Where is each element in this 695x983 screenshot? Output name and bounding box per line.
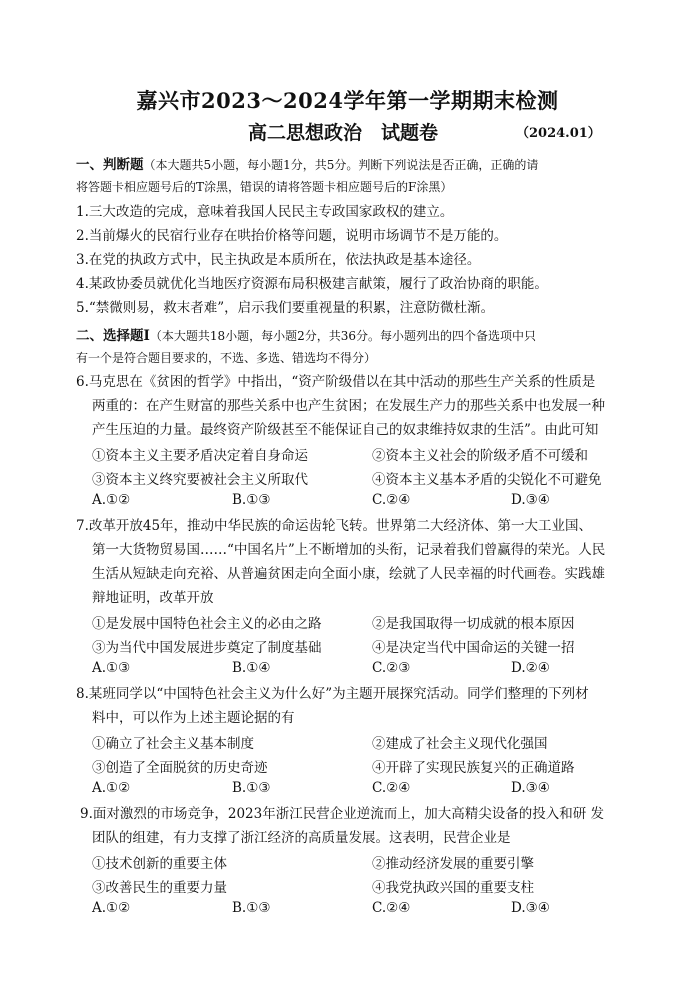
exam-title: 嘉兴市2023～2024学年第一学期期末检测 [136,88,559,113]
q7-choice-d: D.②④ [511,660,550,676]
q7-stem-line: 7.改革开放45年，推动中华民族的命运齿轮飞转。世界第二大经济体、第一大工业国、 [76,518,593,534]
q7-choice-a: A.①③ [92,660,131,676]
q8-option-4: ④开辟了实现民族复兴的正确道路 [372,760,575,776]
q8-option-3: ③创造了全面脱贫的历史奇迹 [92,760,268,776]
section2-note-cont: 有一个是符合题目要求的，不选、多选、错选均不得分） [76,351,377,365]
q8-choice-c: C.②④ [372,780,411,796]
q7-option-3: ③为当代中国发展进步奠定了制度基础 [92,640,322,656]
q9-choice-c: C.②④ [372,900,411,916]
section2-heading-line [76,326,536,346]
q7-choice-b: B.①④ [232,660,271,676]
q7-choice-c: C.②③ [372,660,411,676]
q9-option-2: ②推动经济发展的重要引擎 [372,856,534,872]
q6-choice-d: D.③④ [511,492,550,508]
q7-stem-line: 生活从短缺走向充裕、从普遍贫困走向全面小康，绘就了人民幸福的时代画卷。实践雄 [92,566,605,582]
q8-option-1: ①确立了社会主义基本制度 [92,736,254,752]
q8-choice-b: B.①③ [232,780,271,796]
q8-stem-line: 8.某班同学以“中国特色社会主义为什么好”为主题开展探究活动。同学们整理的下列材 [76,686,589,702]
q6-choice-c: C.②④ [372,492,411,508]
section2-note: （本大题共18小题，每小题2分，共36分。每小题列出的四个备选项中只 [149,329,537,343]
q8-choice-a: A.①② [92,780,131,796]
q6-option-2: ②资本主义社会的阶级矛盾不可缓和 [372,448,588,464]
q9-stem-line: 9.面对激烈的市场竞争，2023年浙江民营企业逆流而上，加大高精尖设备的投入和研 发 [80,806,605,822]
q9-stem-line: 团队的组建，有力支撑了浙江经济的高质量发展。这表明，民营企业是 [92,830,511,846]
q7-option-4: ④是决定当代中国命运的关键一招 [372,640,575,656]
q7-option-2: ②是我国取得一切成就的根本原因 [372,616,575,632]
q7-stem-line: 第一大货物贸易国……“中国名片”上不断增加的头衔，记录着我们曾赢得的荣光。人民 [92,542,606,558]
q8-option-2: ②建成了社会主义现代化强国 [372,736,548,752]
q7-option-1: ①是发展中国特色社会主义的必由之路 [92,616,322,632]
section1-heading: 一、判断题 [76,157,144,173]
q9-option-4: ④我党执政兴国的重要支柱 [372,880,534,896]
q6-option-3: ③资本主义终究要被社会主义所取代 [92,472,308,488]
q9-choice-a: A.①② [92,900,131,916]
section2-heading: 二、选择题Ⅰ [76,328,150,344]
q7-stem-line: 辩地证明，改革开放 [92,590,214,606]
q9-option-1: ①技术创新的重要主体 [92,856,227,872]
section1-note-cont: 将答题卡相应题号后的T涂黑，错误的请将答题卡相应题号后的F涂黑） [76,180,453,194]
judge-item-3: 3.在党的执政方式中，民主执政是本质所在，依法执政是基本途径。 [76,252,481,268]
judge-item-5: 5.“禁微则易，救末者难”，启示我们要重视量的积累，注意防微杜渐。 [76,300,495,316]
judge-item-1: 1.三大改造的完成，意味着我国人民民主专政国家政权的建立。 [76,204,454,220]
q9-choice-b: B.①③ [232,900,271,916]
judge-item-2: 2.当前爆火的民宿行业存在哄抬价格等问题，说明市场调节不是万能的。 [76,228,508,244]
q6-stem-line: 两重的：在产生财富的那些关系中也产生贫困；在发展生产力的那些关系中也发展一种 [92,398,605,414]
q6-option-4: ④资本主义基本矛盾的尖锐化不可避免 [372,472,602,488]
exam-subtitle: 高二思想政治 试题卷 [248,122,439,144]
q6-choice-b: B.①③ [232,492,271,508]
exam-date: （2024.01） [516,126,601,141]
section1-note: （本大题共5小题，每小题1分，共5分。判断下列说法是否正确，正确的请 [143,158,539,172]
q9-option-3: ③改善民生的重要力量 [92,880,227,896]
section1-heading-line [76,155,538,175]
q8-choice-d: D.③④ [511,780,550,796]
q9-choice-d: D.③④ [511,900,550,916]
q6-choice-a: A.①② [92,492,131,508]
judge-item-4: 4.某政协委员就优化当地医疗资源布局积极建言献策，履行了政治协商的职能。 [76,276,548,292]
q6-stem-line: 6.马克思在《贫困的哲学》中指出，“资产阶级借以在其中活动的那些生产关系的性质是 [76,374,596,390]
q8-stem-line: 料中，可以作为上述主题论据的有 [92,710,295,726]
q6-stem-line: 产生压迫的力量。最终资产阶级甚至不能保证自己的奴隶维持奴隶的生活”。由此可知 [92,422,599,438]
q6-option-1: ①资本主义主要矛盾决定着自身命运 [92,448,308,464]
